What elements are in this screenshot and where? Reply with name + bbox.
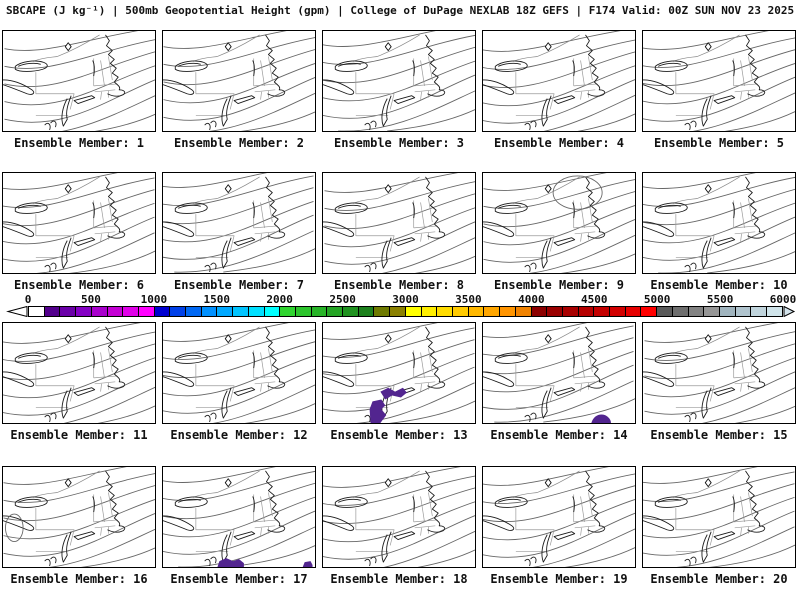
colorbar-segment [249,307,265,316]
colorbar-segment [751,307,767,316]
forecast-map-9 [483,173,635,273]
ensemble-panel-15 [642,322,796,424]
forecast-map-1 [3,31,155,131]
ensemble-panel-label-5: Ensemble Member: 5 [653,136,785,150]
colorbar-segment [60,307,76,316]
colorbar-segment [500,307,516,316]
ensemble-panel-label-16: Ensemble Member: 16 [10,572,148,586]
colorbar-segment [484,307,500,316]
colorbar-segment [469,307,485,316]
colorbar-segment [641,307,657,316]
forecast-map-17 [163,467,315,567]
ensemble-panel-7 [162,172,316,274]
ensemble-panel-18 [322,466,476,568]
forecast-map-18 [323,467,475,567]
colorbar-segment [186,307,202,316]
sbcape-region [303,561,313,567]
ensemble-panel-label-13: Ensemble Member: 13 [330,428,468,442]
ensemble-panel-3 [322,30,476,132]
colorbar-segment [92,307,108,316]
colorbar-segment [422,307,438,316]
ensemble-panel-5 [642,30,796,132]
forecast-map-10 [643,173,795,273]
forecast-map-5 [643,31,795,131]
colorbar-segment [327,307,343,316]
ensemble-panel-label-19: Ensemble Member: 19 [490,572,628,586]
ensemble-panel-8 [322,172,476,274]
colorbar-segment [453,307,469,316]
ensemble-panel-12 [162,322,316,424]
colorbar-segment [406,307,422,316]
colorbar-segment [547,307,563,316]
colorbar-segment [563,307,579,316]
ensemble-panel-2 [162,30,316,132]
forecast-map-8 [323,173,475,273]
colorbar-tick-label: 5000 [643,293,671,306]
ensemble-panel-label-7: Ensemble Member: 7 [173,278,305,292]
forecast-map-14 [483,323,635,423]
sbcape-region [591,415,611,423]
forecast-map-19 [483,467,635,567]
colorbar-segment [704,307,720,316]
forecast-map-6 [3,173,155,273]
ensemble-panel-label-2: Ensemble Member: 2 [173,136,305,150]
colorbar-segment [390,307,406,316]
forecast-map-12 [163,323,315,423]
ensemble-panel-label-15: Ensemble Member: 15 [650,428,788,442]
ensemble-panel-label-17: Ensemble Member: 17 [170,572,308,586]
colorbar-tick-label: 1500 [203,293,230,306]
colorbar-tick-label: 5500 [706,293,734,306]
ensemble-panel-9 [482,172,636,274]
ensemble-panel-label-10: Ensemble Member: 10 [650,278,788,292]
forecast-map-20 [643,467,795,567]
ensemble-panel-19 [482,466,636,568]
colorbar-segment [437,307,453,316]
ensemble-panel-11 [2,322,156,424]
forecast-map-15 [643,323,795,423]
colorbar-segment [657,307,673,316]
colorbar-segment [170,307,186,316]
colorbar-right-arrow-icon [783,306,796,317]
ensemble-panel-10 [642,172,796,274]
colorbar-bar [6,306,796,317]
ensemble-panel-6 [2,172,156,274]
colorbar-segment [532,307,548,316]
colorbar-segment [610,307,626,316]
ensemble-panel-17 [162,466,316,568]
colorbar-tick-label: 2500 [329,293,356,306]
forecast-map-11 [3,323,155,423]
forecast-map-3 [323,31,475,131]
colorbar-tick-label: 2000 [266,293,293,306]
ensemble-panel-label-14: Ensemble Member: 14 [490,428,628,442]
colorbar-left-arrow-icon [6,306,28,317]
ensemble-panel-label-11: Ensemble Member: 11 [10,428,148,442]
colorbar-segment [312,307,328,316]
colorbar-segment [76,307,92,316]
sbcape-region [217,558,243,567]
colorbar-segment [374,307,390,316]
colorbar-segment [359,307,375,316]
ensemble-panel-label-12: Ensemble Member: 12 [170,428,308,442]
colorbar-segment [736,307,752,316]
colorbar-tick-label: 4000 [518,293,545,306]
colorbar-segment [45,307,61,316]
colorbar-segment [29,307,45,316]
colorbar-segment [343,307,359,316]
ensemble-panel-16 [2,466,156,568]
colorbar-tick-label: 3500 [455,293,482,306]
colorbar-segment [296,307,312,316]
ensemble-panel-label-4: Ensemble Member: 4 [493,136,625,150]
colorbar-tick-label: 500 [80,293,101,306]
colorbar-segment [202,307,218,316]
colorbar-segment [579,307,595,316]
height-contour-loop [553,176,602,209]
forecast-map-16 [3,467,155,567]
colorbar-tick-label: 0 [24,293,32,306]
ensemble-panel-label-18: Ensemble Member: 18 [330,572,468,586]
ensemble-panel-14 [482,322,636,424]
colorbar-tick-label: 6000 [769,293,797,306]
colorbar-segment [233,307,249,316]
ensemble-panel-label-20: Ensemble Member: 20 [650,572,788,586]
colorbar-segment [720,307,736,316]
colorbar-segment [108,307,124,316]
ensemble-panel-4 [482,30,636,132]
forecast-map-2 [163,31,315,131]
ensemble-panel-label-8: Ensemble Member: 8 [333,278,465,292]
ensemble-panel-1 [2,30,156,132]
sbcape-region [380,388,406,400]
ensemble-panel-20 [642,466,796,568]
colorbar-segment [217,307,233,316]
colorbar-segment [516,307,532,316]
ensemble-panel-13 [322,322,476,424]
colorbar-tick-label: 4500 [581,293,608,306]
colorbar-tick-label: 3000 [392,293,419,306]
colorbar-segment [155,307,171,316]
ensemble-panel-label-9: Ensemble Member: 9 [493,278,625,292]
colorbar-segment [673,307,689,316]
page-title: SBCAPE (J kg⁻¹) | 500mb Geopotential Height (gpm) | College of DuPage NEXLAB 18Z GEFS | F174 Valid: 00Z SUN NOV 23 2025 [6,4,795,17]
colorbar-segment [594,307,610,316]
sbcape-colorbar [6,293,796,319]
ensemble-panel-label-1: Ensemble Member: 1 [13,136,145,150]
forecast-map-7 [163,173,315,273]
colorbar-segment [767,307,782,316]
colorbar-segment [139,307,155,316]
forecast-map-4 [483,31,635,131]
ensemble-panel-label-6: Ensemble Member: 6 [13,278,145,292]
colorbar-segment [280,307,296,316]
colorbar-segment [689,307,705,316]
colorbar-segments [28,306,783,317]
colorbar-segment [626,307,642,316]
colorbar-tick-label: 1000 [140,293,168,306]
colorbar-tick-labels [24,293,797,306]
colorbar-segment [123,307,139,316]
forecast-map-13 [323,323,475,423]
ensemble-panel-label-3: Ensemble Member: 3 [333,136,465,150]
colorbar-segment [265,307,281,316]
